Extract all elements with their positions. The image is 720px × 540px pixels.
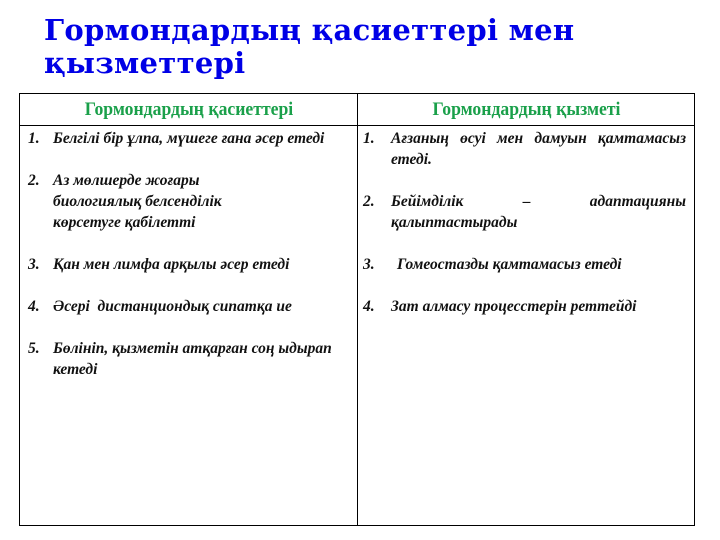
list-text: Бөлініп, қызметін атқарған соң ыдырап кетеді xyxy=(53,340,332,378)
list-text: Қан мен лимфа арқылы әсер етеді xyxy=(53,256,290,273)
hormones-table xyxy=(19,93,695,526)
table-header-row xyxy=(20,94,695,126)
list-number: 2. xyxy=(28,172,40,189)
list-text: Әсері дистанциондық сипатқа ие xyxy=(53,298,292,315)
table-body-row xyxy=(20,126,695,526)
list-number: 1. xyxy=(363,130,375,147)
list-item xyxy=(358,296,686,317)
list-item xyxy=(358,254,686,275)
list-text: Белгілі бір ұлпа, мүшеге ғана әсер етеді xyxy=(53,130,325,147)
list-item xyxy=(20,338,349,380)
list-item xyxy=(20,254,349,275)
properties-list xyxy=(20,126,357,380)
properties-cell xyxy=(20,126,358,526)
list-text: Ағзаның өсуі мен дамуын қамтамасыз етеді. xyxy=(391,130,686,168)
list-number: 4. xyxy=(28,298,40,315)
list-text: Зат алмасу процесстерін реттейді xyxy=(391,298,637,315)
functions-cell xyxy=(358,126,695,526)
list-item xyxy=(20,128,349,149)
header-functions: Гормондардың қызметі xyxy=(369,94,682,126)
list-number: 1. xyxy=(28,130,40,147)
list-text: Гомеостазды қамтамасыз етеді xyxy=(397,256,622,273)
list-item xyxy=(358,128,686,170)
list-text: Аз мөлшерде жоғары биологиялық белсенділік көрсетуге қабілетті xyxy=(53,172,222,231)
page-title: Гормондардың қасиеттері мен қызметтері xyxy=(44,13,575,80)
list-number: 2. xyxy=(363,193,375,210)
list-item xyxy=(20,170,349,233)
functions-list xyxy=(358,126,694,317)
header-properties: Гормондардың қасиеттері xyxy=(31,94,345,126)
list-item xyxy=(358,191,686,233)
list-number: 5. xyxy=(28,340,40,357)
list-item xyxy=(20,296,349,317)
list-number: 3. xyxy=(363,256,375,273)
list-text: Бейімділік – адаптацияны қалыптастырады xyxy=(391,193,686,231)
list-number: 3. xyxy=(28,256,40,273)
list-number: 4. xyxy=(363,298,375,315)
